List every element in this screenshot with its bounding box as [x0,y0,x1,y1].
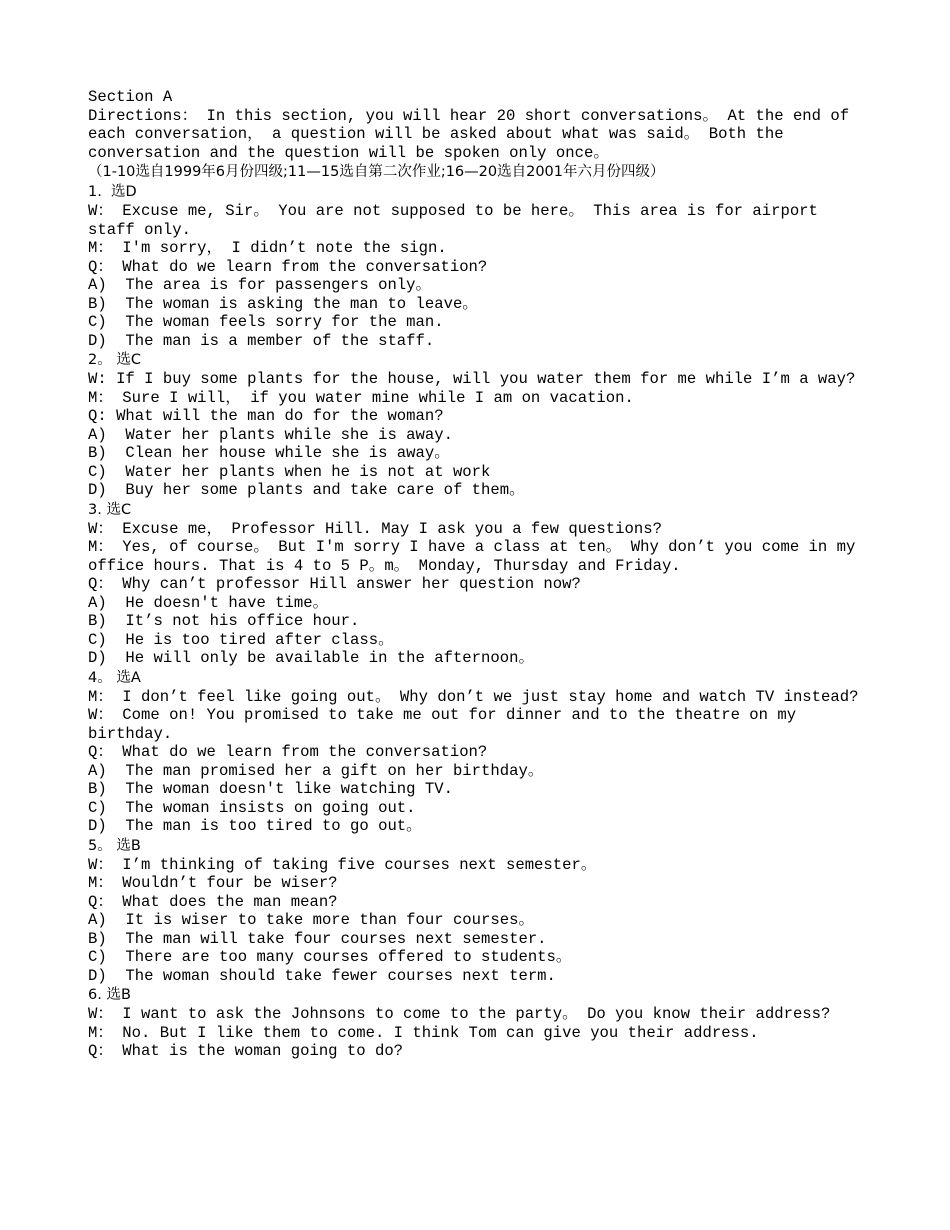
option-b: B) The woman doesn't like watching TV. [88,780,453,798]
option-c: C) There are too many courses offered to students。 [88,948,572,966]
source-note: （1-10选自1999年6月份四级;11—15选自第二次作业;16—20选自2001年六月份四级） [88,164,665,180]
dialogue-line: W： Excuse me， Professor Hill. May I ask you a few questions? [88,519,662,538]
question-line: Q： What do we learn from the conversation? [88,743,488,761]
option-c: C) The woman feels sorry for the man. [88,313,444,331]
option-d: D) Buy her some plants and take care of them。 [88,481,525,499]
question-line: Q： What do we learn from the conversation? [88,257,488,276]
document-page [88,88,868,1061]
question-line: Q： Why can’t professor Hill answer her question now? [88,575,581,593]
option-a: A) The man promised her a gift on her birthday。 [88,761,544,780]
directions: Directions： In this section, you will hear 20 short conversations。 At the end of each conversation， a question will be asked about what was said。 Both the conversation and the question will be spoken only once。 [88,106,859,162]
question-line: Q： What does the man mean? [88,892,338,911]
question-block-4 [88,668,868,836]
option-d: D) The man is a member of the staff. [88,331,435,350]
section-title: Section A [88,88,173,106]
question-header: 5。 选B [88,837,141,854]
dialogue-line: W： Come on! You promised to take me out for dinner and to the theatre on my birthday. [88,706,806,743]
option-a: A) It is wiser to take more than four courses。 [88,911,535,929]
question-block-5 [88,836,868,986]
option-d: D) The woman should take fewer courses next term. [88,966,556,985]
option-b: B) The man will take four courses next semester. [88,929,547,948]
question-line: Q: What will the man do for the woman? [88,407,444,425]
dialogue-line: W： Excuse me, Sir。 You are not supposed to be here。 This area is for airport staff only. [88,202,828,239]
option-c: C) Water her plants when he is not at work [88,462,491,481]
dialogue-line: W： I want to ask the Johnsons to come to the party。 Do you know their address? [88,1005,831,1023]
dialogue-line: W: If I buy some plants for the house, will you water them for me while I’m a way? [88,370,856,388]
option-c: C) The woman insists on going out. [88,798,416,817]
dialogue-line: M： I don’t feel like going out。 Why don’t we just stay home and watch TV instead? [88,687,859,706]
dialogue-line: M： Wouldn’t four be wiser? [88,874,338,892]
question-line: Q： What is the woman going to do? [88,1042,404,1060]
option-b: B) Clean her house while she is away。 [88,444,450,462]
question-header: 3. 选C [88,501,132,518]
dialogue-line: M： Sure I will， if you water mine while I am on vacation. [88,388,634,407]
question-header: 6. 选B [88,987,131,1003]
option-a: A) The area is for passengers only。 [88,276,432,294]
question-header: 2。 选C [88,352,141,368]
option-a: A) Water her plants while she is away. [88,425,453,444]
question-header: 1. 选D [88,184,137,200]
option-a: A) He doesn't have time。 [88,593,329,612]
question-header: 4。 选A [88,669,141,686]
dialogue-line: M： No. But I like them to come. I think Tom can give you their address. [88,1023,759,1042]
question-block-3 [88,500,868,668]
option-d: D) The man is too tired to go out。 [88,817,422,835]
option-c: C) He is too tired after class。 [88,630,394,649]
dialogue-line: M： Yes, of course。 But I'm sorry I have a class at ten。 Why don’t you come in my office hours. That is 4 to 5 P。m。 Monday, Thursday and Friday. [88,538,865,575]
dialogue-line: M： I'm sorry， I didn’t note the sign. [88,239,447,257]
option-b: B) It’s not his office hour. [88,612,360,630]
question-block-6 [88,985,868,1061]
question-block-1 [88,182,868,350]
question-block-2 [88,350,868,500]
dialogue-line: W： I’m thinking of taking five courses next semester。 [88,855,597,874]
option-d: D) He will only be available in the afternoon。 [88,649,535,667]
option-b: B) The woman is asking the man to leave。 [88,294,478,313]
